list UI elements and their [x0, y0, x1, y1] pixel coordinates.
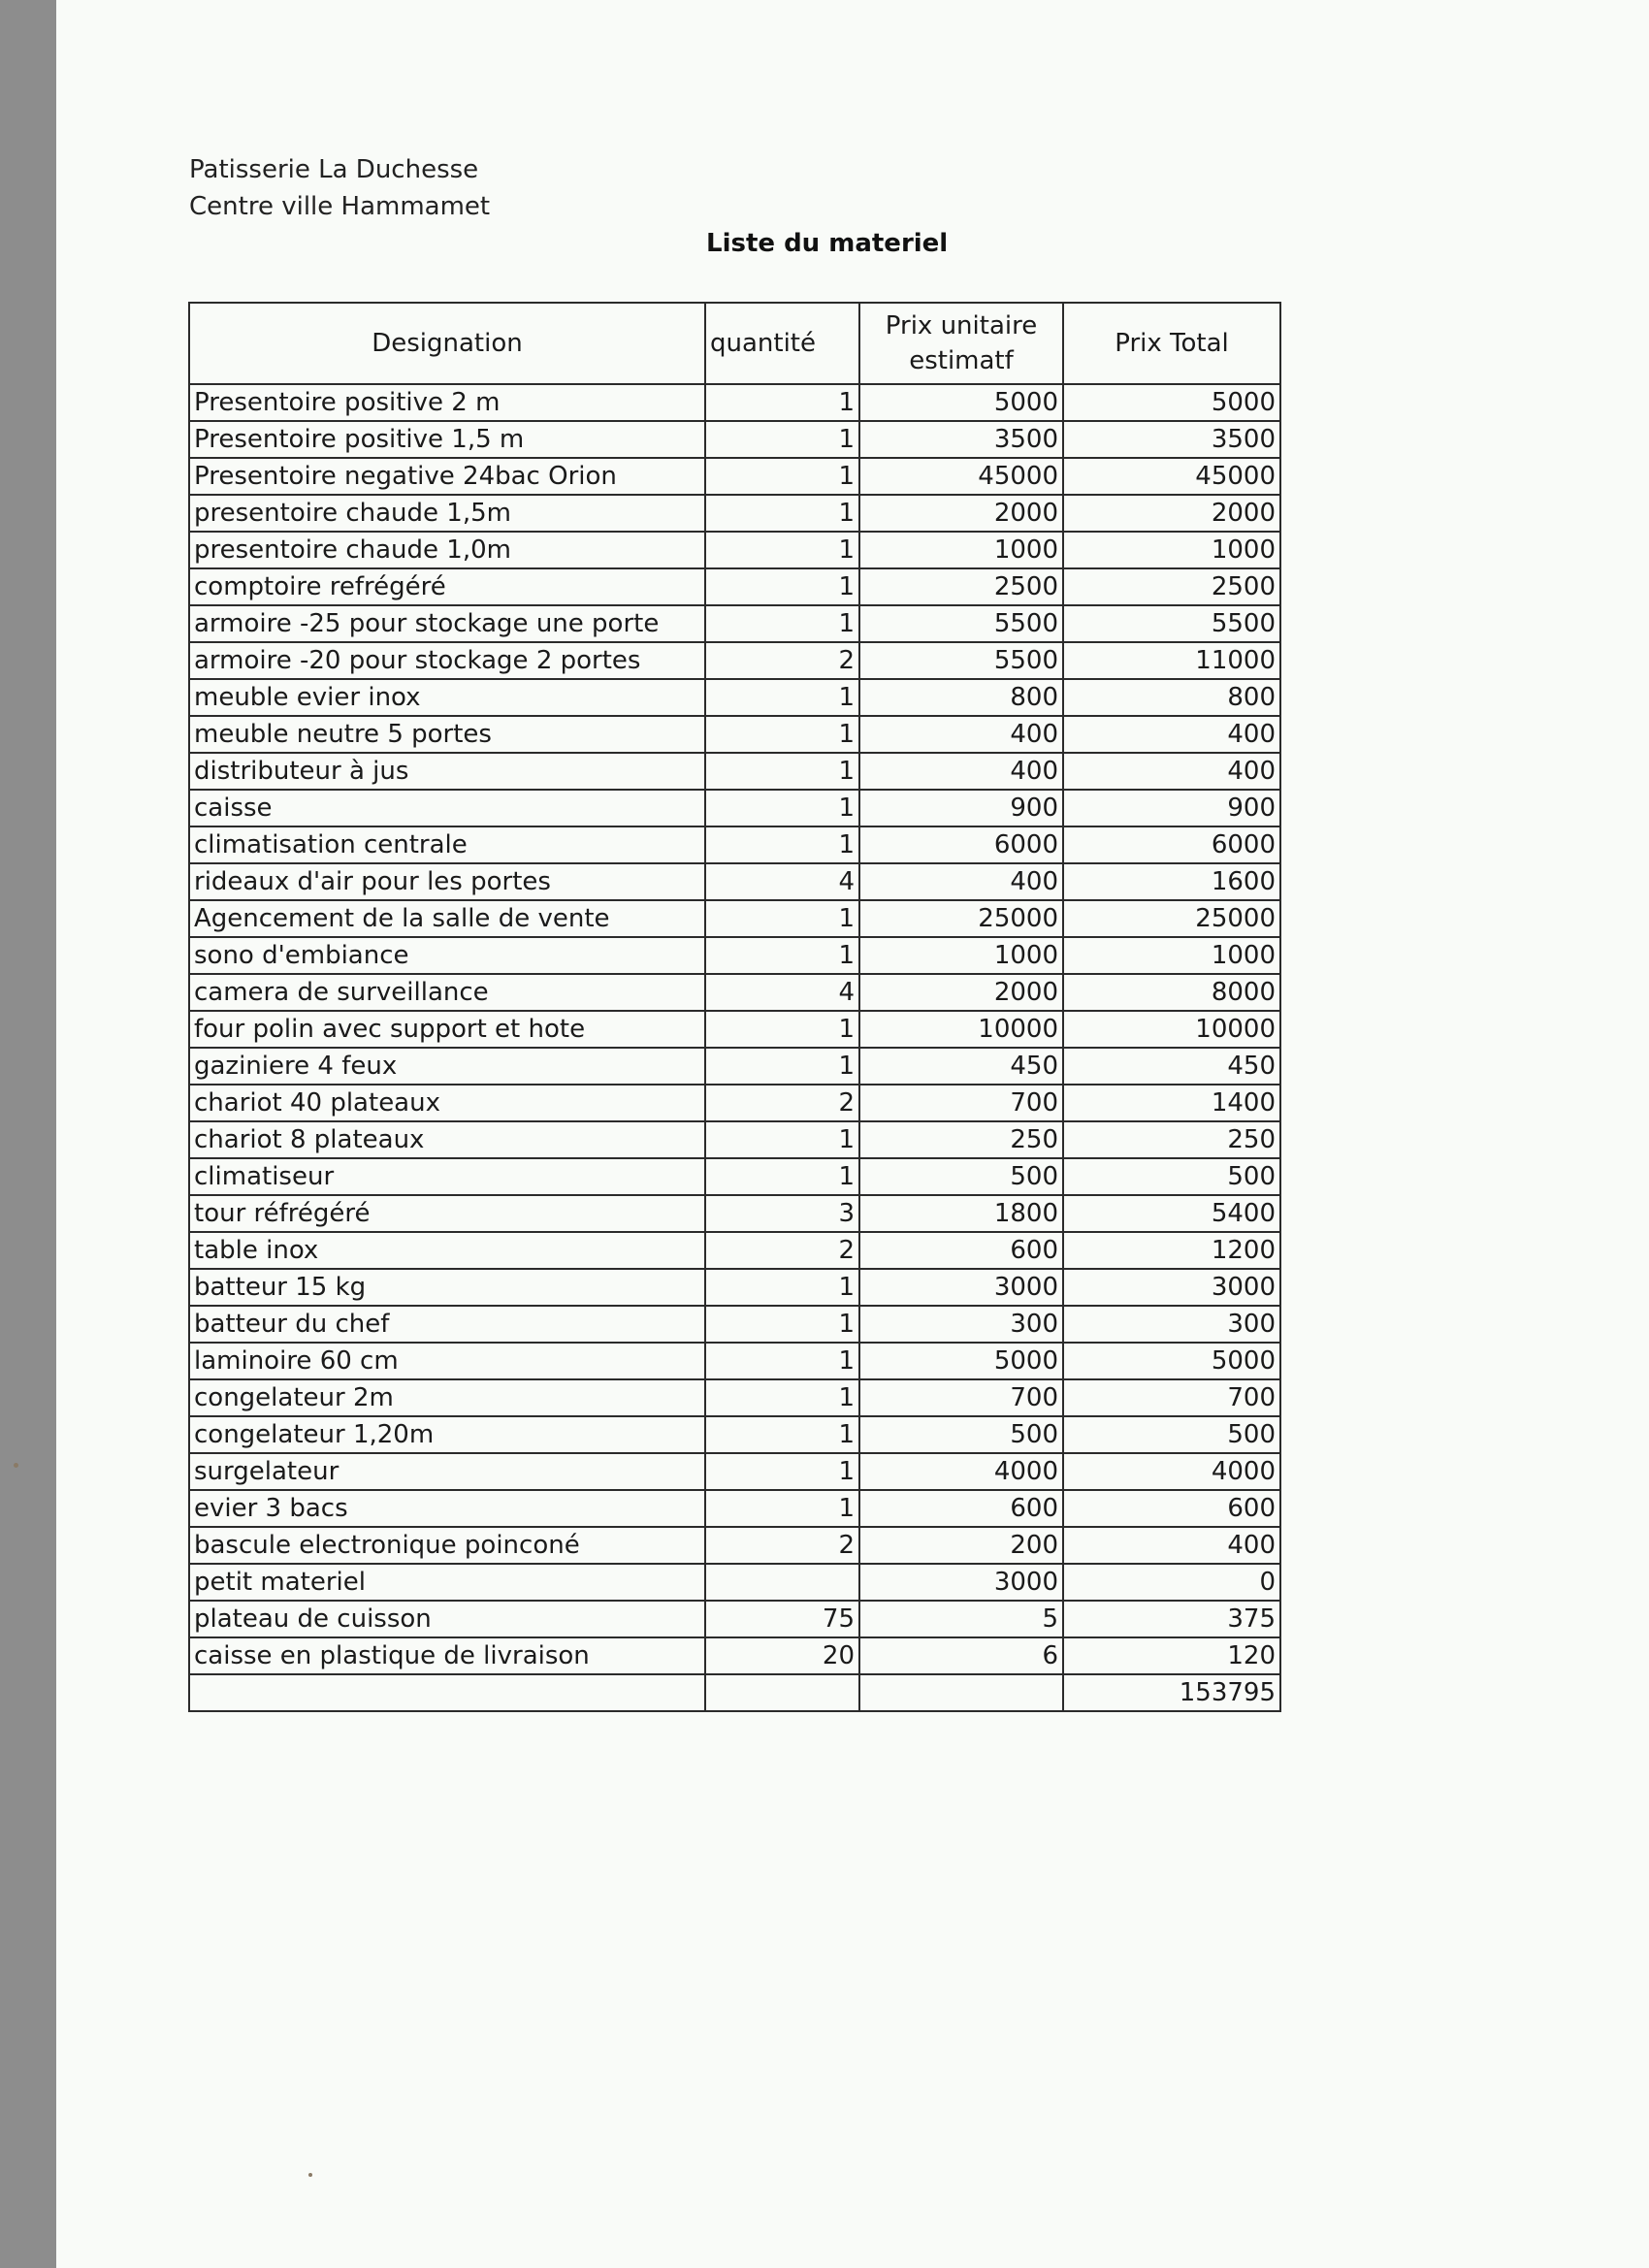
grand-total: 153795	[1063, 1674, 1280, 1711]
cell-total-price: 8000	[1063, 974, 1280, 1011]
cell-designation: comptoire refrégéré	[189, 568, 705, 605]
cell-designation: camera de surveillance	[189, 974, 705, 1011]
cell-unit-price: 2000	[859, 974, 1063, 1011]
table-row	[189, 421, 1280, 458]
cell-designation: climatisation centrale	[189, 826, 705, 863]
cell-quantity: 2	[705, 642, 859, 679]
cell-designation: batteur du chef	[189, 1306, 705, 1343]
cell-unit-price: 400	[859, 716, 1063, 753]
cell-quantity: 3	[705, 1195, 859, 1232]
cell-unit-price: 700	[859, 1379, 1063, 1416]
cell-quantity: 1	[705, 1048, 859, 1085]
cell-unit-price: 450	[859, 1048, 1063, 1085]
cell-designation: Agencement de la salle de vente	[189, 900, 705, 937]
cell-quantity: 2	[705, 1527, 859, 1564]
table-row	[189, 1011, 1280, 1048]
table-header-row	[189, 303, 1280, 384]
total-row-empty-unit	[859, 1674, 1063, 1711]
cell-designation: surgelateur	[189, 1453, 705, 1490]
cell-designation: tour réfrégéré	[189, 1195, 705, 1232]
paper-speck	[14, 1463, 18, 1468]
cell-total-price: 1000	[1063, 532, 1280, 568]
cell-unit-price: 250	[859, 1121, 1063, 1158]
table-row	[189, 1379, 1280, 1416]
cell-total-price: 25000	[1063, 900, 1280, 937]
cell-unit-price: 900	[859, 790, 1063, 826]
cell-quantity: 1	[705, 1379, 859, 1416]
cell-quantity: 1	[705, 1306, 859, 1343]
total-row	[189, 1674, 1280, 1711]
cell-quantity: 1	[705, 1269, 859, 1306]
cell-unit-price: 3500	[859, 421, 1063, 458]
cell-total-price: 700	[1063, 1379, 1280, 1416]
cell-designation: sono d'embiance	[189, 937, 705, 974]
table-row	[189, 1527, 1280, 1564]
cell-total-price: 120	[1063, 1637, 1280, 1674]
cell-quantity: 1	[705, 753, 859, 790]
cell-total-price: 250	[1063, 1121, 1280, 1158]
table-row	[189, 1306, 1280, 1343]
cell-quantity: 75	[705, 1601, 859, 1637]
cell-total-price: 2500	[1063, 568, 1280, 605]
table-row	[189, 679, 1280, 716]
table-row	[189, 1195, 1280, 1232]
table-row	[189, 790, 1280, 826]
cell-unit-price: 5500	[859, 642, 1063, 679]
paper-speck	[308, 2173, 312, 2177]
cell-designation: four polin avec support et hote	[189, 1011, 705, 1048]
cell-total-price: 1400	[1063, 1085, 1280, 1121]
cell-total-price: 5400	[1063, 1195, 1280, 1232]
cell-unit-price: 600	[859, 1490, 1063, 1527]
cell-designation: armoire -25 pour stockage une porte	[189, 605, 705, 642]
cell-unit-price: 5	[859, 1601, 1063, 1637]
cell-quantity: 1	[705, 1121, 859, 1158]
cell-quantity: 1	[705, 1158, 859, 1195]
cell-total-price: 4000	[1063, 1453, 1280, 1490]
table-row	[189, 863, 1280, 900]
cell-unit-price: 5500	[859, 605, 1063, 642]
cell-quantity: 1	[705, 716, 859, 753]
cell-unit-price: 10000	[859, 1011, 1063, 1048]
cell-quantity: 1	[705, 1011, 859, 1048]
cell-quantity: 1	[705, 900, 859, 937]
cell-total-price: 400	[1063, 1527, 1280, 1564]
cell-total-price: 1200	[1063, 1232, 1280, 1269]
cell-designation: batteur 15 kg	[189, 1269, 705, 1306]
cell-designation: climatiseur	[189, 1158, 705, 1195]
cell-designation: distributeur à jus	[189, 753, 705, 790]
cell-total-price: 5500	[1063, 605, 1280, 642]
table-row	[189, 937, 1280, 974]
cell-unit-price: 2000	[859, 495, 1063, 532]
cell-quantity: 1	[705, 790, 859, 826]
cell-designation: petit materiel	[189, 1564, 705, 1601]
cell-unit-price: 6	[859, 1637, 1063, 1674]
cell-quantity: 1	[705, 495, 859, 532]
cell-quantity: 1	[705, 421, 859, 458]
cell-quantity: 1	[705, 1343, 859, 1379]
table-row	[189, 458, 1280, 495]
cell-total-price: 800	[1063, 679, 1280, 716]
cell-designation: Presentoire negative 24bac Orion	[189, 458, 705, 495]
total-row-empty-designation	[189, 1674, 705, 1711]
company-location: Centre ville Hammamet	[189, 192, 491, 221]
table-row	[189, 568, 1280, 605]
document-page	[56, 0, 1649, 2268]
header-unit-price: Prix unitaire estimatf	[859, 303, 1063, 384]
cell-total-price: 0	[1063, 1564, 1280, 1601]
cell-unit-price: 3000	[859, 1564, 1063, 1601]
cell-total-price: 3000	[1063, 1269, 1280, 1306]
cell-total-price: 900	[1063, 790, 1280, 826]
table-row	[189, 1048, 1280, 1085]
cell-unit-price: 1000	[859, 937, 1063, 974]
equipment-table	[188, 302, 1281, 1712]
header-total-price: Prix Total	[1063, 303, 1280, 384]
cell-total-price: 600	[1063, 1490, 1280, 1527]
table-row	[189, 605, 1280, 642]
header-quantity: quantité	[705, 303, 859, 384]
cell-total-price: 1600	[1063, 863, 1280, 900]
table-row	[189, 642, 1280, 679]
cell-unit-price: 400	[859, 753, 1063, 790]
cell-designation: gaziniere 4 feux	[189, 1048, 705, 1085]
table-row	[189, 1416, 1280, 1453]
cell-unit-price: 5000	[859, 1343, 1063, 1379]
table-row	[189, 974, 1280, 1011]
table-row	[189, 1453, 1280, 1490]
cell-quantity: 20	[705, 1637, 859, 1674]
cell-quantity: 1	[705, 826, 859, 863]
cell-designation: Presentoire positive 2 m	[189, 384, 705, 421]
cell-designation: presentoire chaude 1,0m	[189, 532, 705, 568]
table-row	[189, 1269, 1280, 1306]
cell-unit-price: 1800	[859, 1195, 1063, 1232]
cell-total-price: 45000	[1063, 458, 1280, 495]
cell-total-price: 500	[1063, 1158, 1280, 1195]
cell-quantity: 4	[705, 863, 859, 900]
cell-designation: Presentoire positive 1,5 m	[189, 421, 705, 458]
cell-designation: table inox	[189, 1232, 705, 1269]
cell-designation: congelateur 1,20m	[189, 1416, 705, 1453]
table-row	[189, 1490, 1280, 1527]
table-row	[189, 1637, 1280, 1674]
cell-total-price: 400	[1063, 753, 1280, 790]
cell-unit-price: 1000	[859, 532, 1063, 568]
table-row	[189, 716, 1280, 753]
cell-total-price: 6000	[1063, 826, 1280, 863]
cell-total-price: 2000	[1063, 495, 1280, 532]
cell-total-price: 10000	[1063, 1011, 1280, 1048]
cell-unit-price: 400	[859, 863, 1063, 900]
cell-quantity: 1	[705, 1490, 859, 1527]
cell-unit-price: 3000	[859, 1269, 1063, 1306]
cell-quantity: 1	[705, 605, 859, 642]
cell-unit-price: 5000	[859, 384, 1063, 421]
cell-quantity: 1	[705, 384, 859, 421]
cell-unit-price: 700	[859, 1085, 1063, 1121]
document-title: Liste du materiel	[706, 229, 949, 258]
table-row	[189, 900, 1280, 937]
table-row	[189, 1158, 1280, 1195]
cell-unit-price: 500	[859, 1158, 1063, 1195]
company-name: Patisserie La Duchesse	[189, 155, 479, 184]
cell-designation: rideaux d'air pour les portes	[189, 863, 705, 900]
table-row	[189, 495, 1280, 532]
cell-quantity: 1	[705, 458, 859, 495]
cell-unit-price: 200	[859, 1527, 1063, 1564]
table-row	[189, 1121, 1280, 1158]
table-row	[189, 384, 1280, 421]
cell-quantity: 4	[705, 974, 859, 1011]
total-row-empty-quantity	[705, 1674, 859, 1711]
cell-quantity: 1	[705, 1453, 859, 1490]
table-row	[189, 1564, 1280, 1601]
cell-designation: caisse	[189, 790, 705, 826]
cell-total-price: 300	[1063, 1306, 1280, 1343]
cell-designation: chariot 40 plateaux	[189, 1085, 705, 1121]
table-row	[189, 1085, 1280, 1121]
cell-designation: plateau de cuisson	[189, 1601, 705, 1637]
cell-total-price: 11000	[1063, 642, 1280, 679]
cell-unit-price: 6000	[859, 826, 1063, 863]
cell-unit-price: 800	[859, 679, 1063, 716]
table-row	[189, 826, 1280, 863]
cell-quantity: 1	[705, 532, 859, 568]
cell-quantity: 1	[705, 679, 859, 716]
cell-total-price: 5000	[1063, 384, 1280, 421]
cell-designation: presentoire chaude 1,5m	[189, 495, 705, 532]
cell-total-price: 500	[1063, 1416, 1280, 1453]
cell-total-price: 5000	[1063, 1343, 1280, 1379]
table-row	[189, 1343, 1280, 1379]
cell-quantity: 1	[705, 937, 859, 974]
cell-quantity	[705, 1564, 859, 1601]
table-row	[189, 753, 1280, 790]
cell-unit-price: 45000	[859, 458, 1063, 495]
cell-total-price: 450	[1063, 1048, 1280, 1085]
cell-designation: meuble neutre 5 portes	[189, 716, 705, 753]
cell-unit-price: 600	[859, 1232, 1063, 1269]
table-row	[189, 1601, 1280, 1637]
cell-designation: bascule electronique poinconé	[189, 1527, 705, 1564]
cell-unit-price: 4000	[859, 1453, 1063, 1490]
cell-total-price: 375	[1063, 1601, 1280, 1637]
cell-designation: armoire -20 pour stockage 2 portes	[189, 642, 705, 679]
cell-quantity: 2	[705, 1085, 859, 1121]
cell-quantity: 1	[705, 568, 859, 605]
cell-designation: caisse en plastique de livraison	[189, 1637, 705, 1674]
table-row	[189, 532, 1280, 568]
cell-unit-price: 25000	[859, 900, 1063, 937]
header-designation: Designation	[189, 303, 705, 384]
cell-unit-price: 300	[859, 1306, 1063, 1343]
cell-unit-price: 500	[859, 1416, 1063, 1453]
cell-designation: laminoire 60 cm	[189, 1343, 705, 1379]
cell-quantity: 2	[705, 1232, 859, 1269]
cell-total-price: 400	[1063, 716, 1280, 753]
cell-unit-price: 2500	[859, 568, 1063, 605]
cell-total-price: 1000	[1063, 937, 1280, 974]
cell-designation: congelateur 2m	[189, 1379, 705, 1416]
cell-designation: evier 3 bacs	[189, 1490, 705, 1527]
cell-quantity: 1	[705, 1416, 859, 1453]
table-row	[189, 1232, 1280, 1269]
cell-designation: meuble evier inox	[189, 679, 705, 716]
cell-total-price: 3500	[1063, 421, 1280, 458]
cell-designation: chariot 8 plateaux	[189, 1121, 705, 1158]
